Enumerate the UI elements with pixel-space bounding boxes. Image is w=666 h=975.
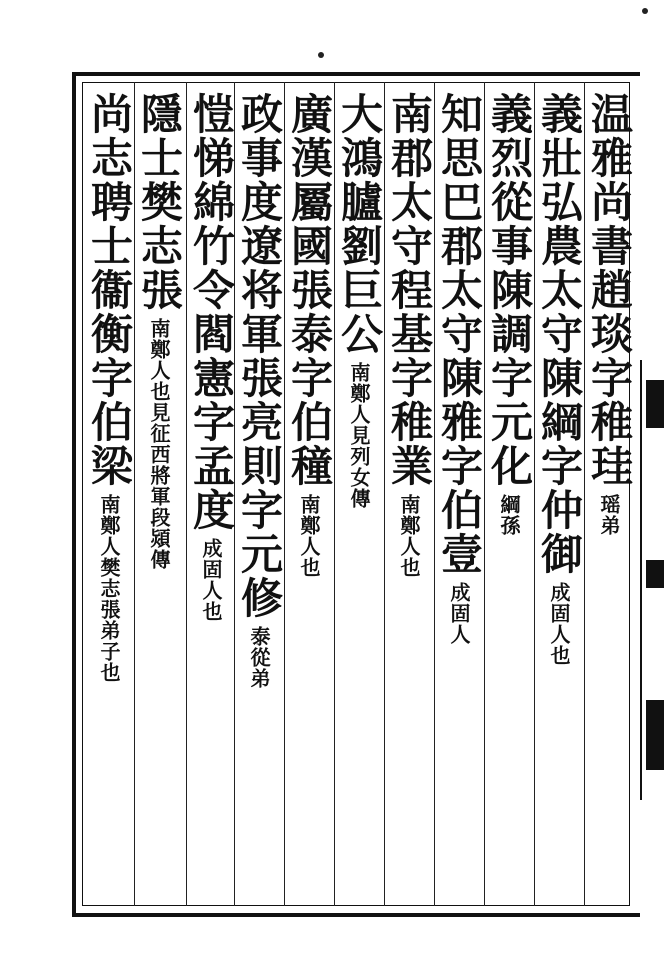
column-main-text: 南郡太守程基字稚業	[385, 92, 434, 488]
text-column-5	[384, 92, 434, 578]
column-annotation: 南鄭人也見征西將軍段熲傳	[147, 318, 171, 570]
spine-block-mark	[646, 700, 664, 770]
text-column-1	[584, 92, 634, 536]
column-main-text: 義烈從事陳調字元化	[485, 92, 534, 488]
column-main-text: 義壯弘農太守陳綱字仲御	[535, 92, 584, 576]
column-annotation: 綱孫	[497, 494, 521, 536]
spine-block-mark	[646, 380, 664, 428]
text-column-3	[484, 92, 534, 536]
text-column-9	[186, 92, 236, 622]
column-main-text: 隱士樊志張	[135, 92, 184, 312]
text-column-11	[84, 92, 134, 683]
column-annotation: 泰從弟	[247, 626, 271, 689]
column-main-text: 温雅尚書趙琰字稚珪	[585, 92, 634, 488]
column-main-text: 知思巴郡太守陳雅字伯壹	[435, 92, 484, 576]
column-annotation: 成固人也	[199, 538, 223, 622]
column-annotation: 南鄭人也	[297, 494, 321, 578]
column-annotation: 南鄭人見列女傳	[347, 362, 371, 509]
ink-speck	[318, 52, 324, 58]
text-column-2	[534, 92, 584, 666]
column-annotation: 成固人也	[547, 582, 571, 666]
column-annotation: 成固人	[447, 582, 471, 645]
column-main-text: 愷悌綿竹令閻憲字孟度	[187, 92, 236, 532]
column-main-text: 尚志聘士衞衡字伯梁	[85, 92, 134, 488]
column-main-text: 政事度遼将軍張亮則字元修	[235, 92, 284, 620]
spine-block-mark	[646, 560, 664, 588]
column-annotation: 南鄭人樊志張弟子也	[97, 494, 121, 683]
column-main-text: 大鴻臚劉巨公	[335, 92, 384, 356]
text-column-4	[434, 92, 484, 645]
column-main-text: 廣漢屬國張泰字伯穜	[285, 92, 334, 488]
text-column-7	[284, 92, 334, 578]
text-column-10	[134, 92, 184, 570]
column-annotation: 瑶弟	[597, 494, 621, 536]
text-column-6	[334, 92, 384, 509]
column-annotation: 南鄭人也	[397, 494, 421, 578]
ink-speck	[642, 8, 648, 14]
text-column-8	[234, 92, 284, 689]
